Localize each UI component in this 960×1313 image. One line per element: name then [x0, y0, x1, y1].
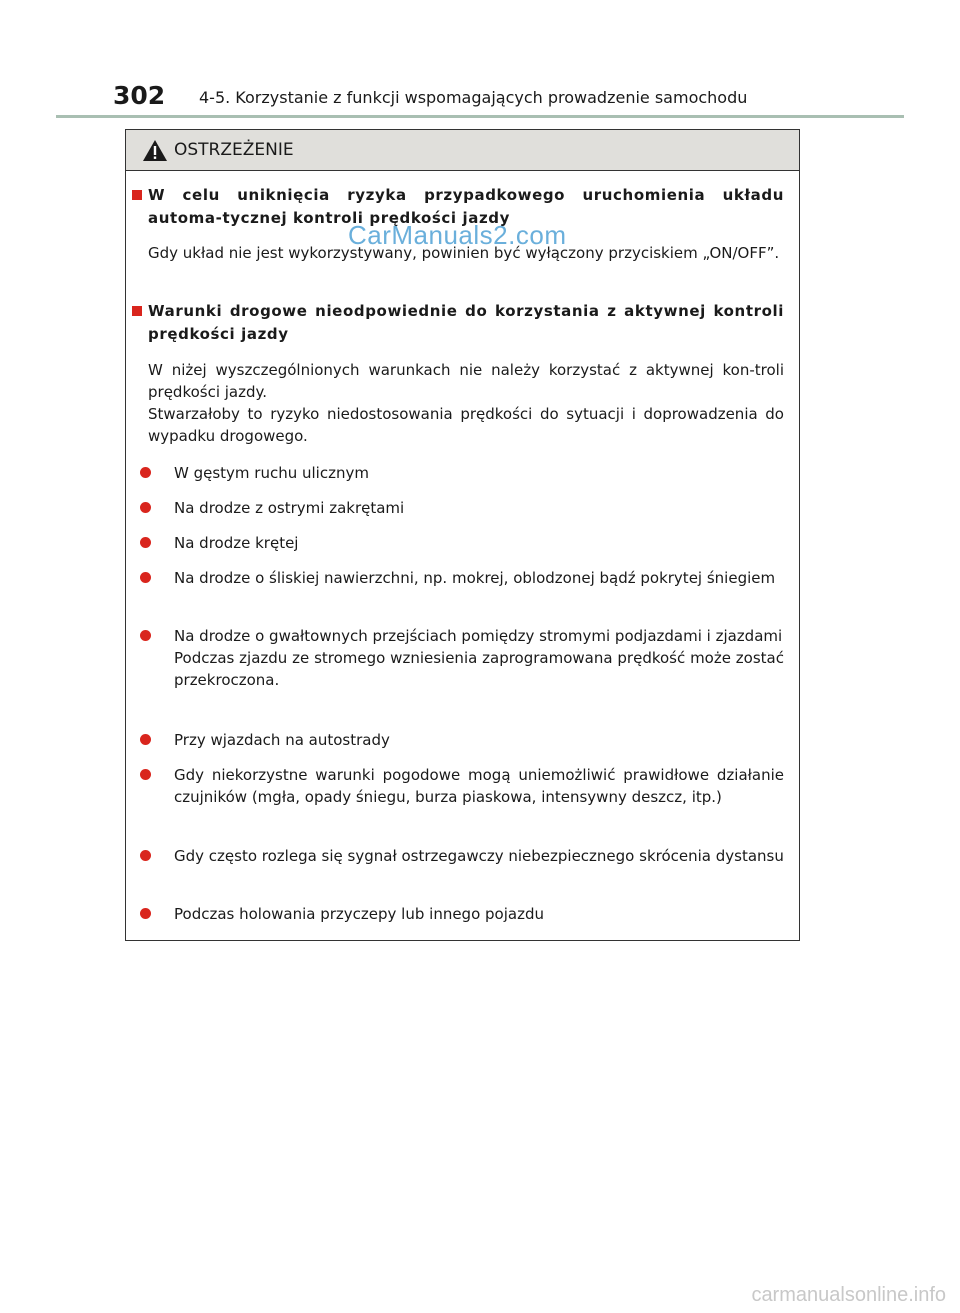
- list-item: [140, 903, 784, 925]
- round-bullet-icon: [140, 769, 151, 780]
- watermark-footer: carmanualsonline.info: [751, 1284, 946, 1306]
- warning-item-2-heading-block: [132, 300, 784, 346]
- list-item: [140, 462, 784, 484]
- list-item-text: W gęstym ruchu ulicznym: [174, 464, 369, 482]
- watermark-top: CarManuals2.com: [348, 220, 567, 250]
- list-item-text: Na drodze krętej: [174, 534, 299, 552]
- square-bullet-icon: [132, 306, 142, 316]
- warning-item-2-heading: Warunki drogowe nieodpowiednie do korzystania z aktywnej kontroli prędkości jazdy: [148, 302, 784, 343]
- list-item: [140, 567, 784, 589]
- warning-header: [126, 130, 799, 171]
- round-bullet-icon: [140, 850, 151, 861]
- list-item: [140, 729, 784, 751]
- round-bullet-icon: [140, 908, 151, 919]
- list-item-text: Przy wjazdach na autostrady: [174, 731, 390, 749]
- warning-item-1-text: Gdy układ nie jest wykorzystywany, powinien być wyłączony przyciskiem „ON/OFF”.: [148, 244, 780, 262]
- header-divider: [56, 115, 904, 118]
- list-item: [140, 845, 784, 867]
- warning-triangle-icon: [142, 139, 168, 162]
- round-bullet-icon: [140, 630, 151, 641]
- page-number: 302: [113, 81, 166, 110]
- square-bullet-icon: [132, 190, 142, 200]
- list-item: [140, 764, 784, 808]
- warning-item-1-heading: W celu uniknięcia ryzyka przypadkowego uruchomienia układu automa-tycznej kontroli prędkości jazdy: [148, 186, 784, 227]
- list-item: [140, 497, 784, 519]
- warning-item-2-text-1: W niżej wyszczególnionych warunkach nie należy korzystać z aktywnej kon-troli prędkości jazdy.: [148, 361, 784, 401]
- list-item-text: Gdy niekorzystne warunki pogodowe mogą uniemożliwić prawidłowe działanie czujników (mgła, opady śniegu, burza piaskowa, intensywny deszcz, itp.): [174, 766, 784, 806]
- list-item-text: Podczas holowania przyczepy lub innego pojazdu: [174, 905, 544, 923]
- round-bullet-icon: [140, 502, 151, 513]
- list-item-text: Gdy często rozlega się sygnał ostrzegawczy niebezpiecznego skrócenia dystansu: [174, 847, 784, 865]
- warning-title: OSTRZEŻENIE: [174, 140, 294, 160]
- list-item-text: Na drodze o śliskiej nawierzchni, np. mokrej, oblodzonej bądź pokrytej śniegiem: [174, 569, 776, 587]
- round-bullet-icon: [140, 467, 151, 478]
- warning-item-2-text-2: Stwarzałoby to ryzyko niedostosowania prędkości do sytuacji i doprowadzenia do wypadku drogowego.: [148, 405, 784, 445]
- list-item-text: Na drodze o gwałtownych przejściach pomiędzy stromymi podjazdami i zjazdami: [174, 627, 783, 645]
- round-bullet-icon: [140, 537, 151, 548]
- list-item-text: Na drodze z ostrymi zakrętami: [174, 499, 405, 517]
- list-item: [140, 532, 784, 554]
- round-bullet-icon: [140, 734, 151, 745]
- page-header: [103, 80, 903, 120]
- list-item: [140, 625, 784, 691]
- section-title: 4-5. Korzystanie z funkcji wspomagających prowadzenie samochodu: [199, 88, 748, 107]
- round-bullet-icon: [140, 572, 151, 583]
- list-item-note: Podczas zjazdu ze stromego wzniesienia zaprogramowana prędkość może zostać przekroczona.: [174, 649, 784, 689]
